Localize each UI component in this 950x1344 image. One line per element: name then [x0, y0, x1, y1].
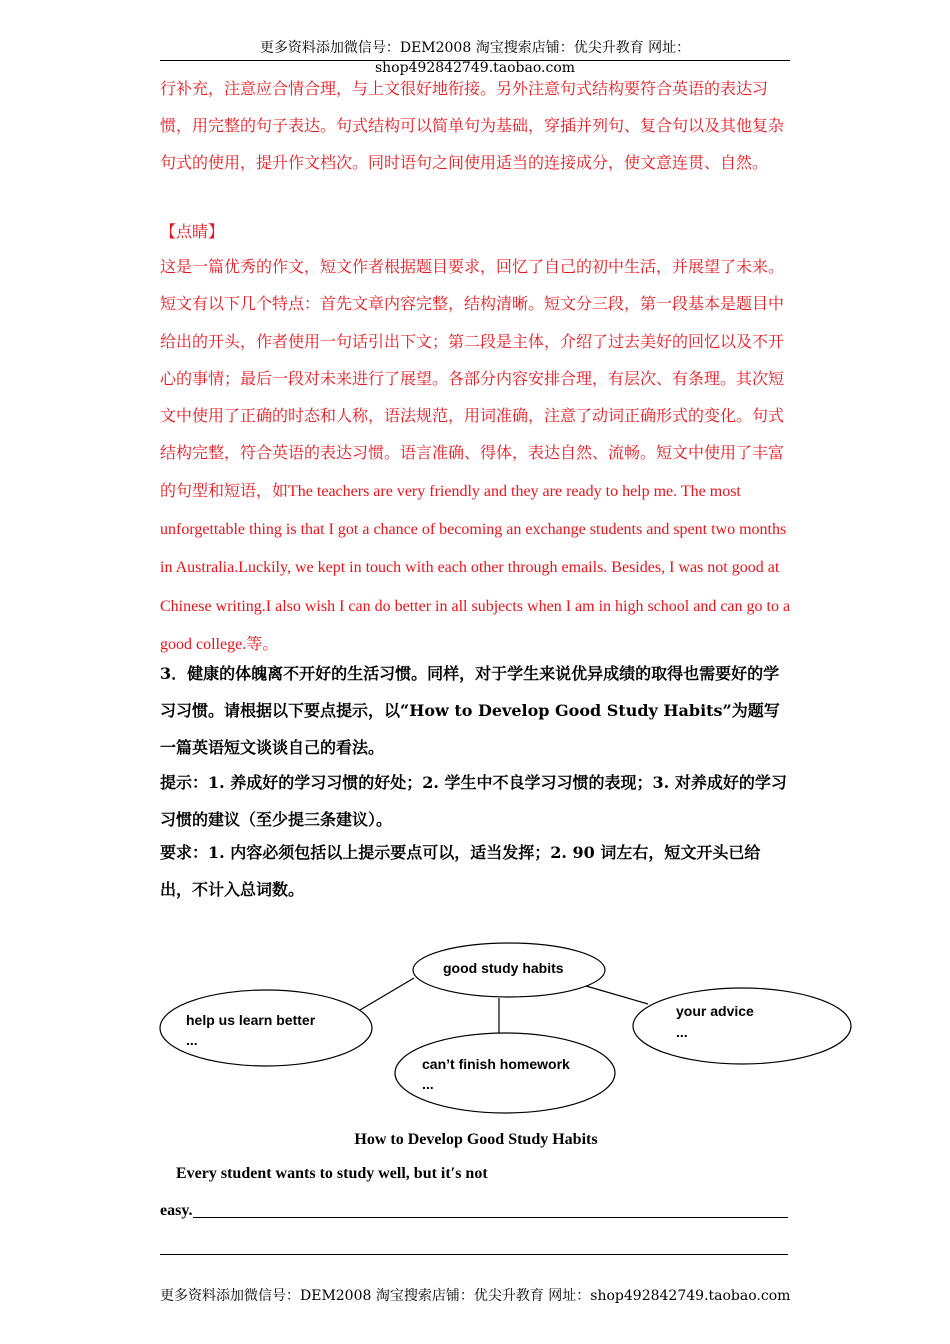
connector-left: [360, 978, 414, 1010]
left-node-ellipsis: ...: [186, 1032, 198, 1048]
essay-start: Every student wants to study well, but it′s not: [176, 1165, 488, 1182]
center-node-label: good study habits: [443, 960, 564, 976]
left-node-label: help us learn better: [186, 1012, 316, 1028]
bottom-node: [395, 1033, 615, 1113]
bottom-node-label: can’t finish homework: [422, 1056, 570, 1072]
left-node: [160, 990, 372, 1066]
page-header: 更多资料添加微信号：DEM2008 淘宝搜索店铺：优尖升教育 网址：shop492842749.taobao.com: [160, 38, 790, 61]
analysis-examples: The teachers are very friendly and they are ready to help me. The most unforgettable thing is that I got a chance of becoming an exchange students and spent two months in Australia.Luckily, we kept in touch with each other through emails. Besides, I was not good at Chinese writing.I also wish I can do better in all subjects when I am in high school and can go to a good college.: [160, 482, 791, 653]
essay-easy: easy.: [160, 1202, 193, 1219]
question-prompt: 3．健康的体魄离不开好的生活习惯。同样，对于学生来说优异成绩的取得也需要好的学习习惯。请根据以下要点提示，以“How to Develop Good Study Habits”为题写一篇英语短文谈谈自己的看法。: [160, 664, 780, 757]
answer-line-2: [160, 1254, 788, 1255]
connector-right: [586, 986, 648, 1004]
analysis-intro: 行补充，注意应合情合理，与上文很好地衔接。另外注意句式结构要符合英语的表达习惯，用完整的句子表达。句式结构可以简单句为基础，穿插并列句、复合句以及其他复杂句式的使用，提升作文档次。同时语句之间使用适当的连接成分，使文意连贯、自然。: [160, 79, 785, 172]
analysis-ending: 等。: [246, 633, 279, 653]
right-node-label: your advice: [676, 1003, 754, 1019]
right-node-ellipsis: ...: [676, 1024, 688, 1040]
analysis-tag: 【点睛】: [160, 222, 225, 241]
essay-title: How to Develop Good Study Habits: [354, 1131, 598, 1148]
analysis-body-text: 这是一篇优秀的作文，短文作者根据题目要求，回忆了自己的初中生活，并展望了未来。短文有以下几个特点：首先文章内容完整，结构清晰。短文分三段，第一段基本是题目中给出的开头，作者使用一句话引出下文；第二段是主体，介绍了过去美好的回忆以及不开心的事情；最后一段对未来进行了展望。各部分内容安排合理，有层次、有条理。其次短文中使用了正确的时态和人称，语法规范，用词准确，注意了动词正确形式的变化。句式结构完整，符合英语的表达习惯。语言准确、得体，表达自然、流畅。短文中使用了丰富的句型和短语，如: [160, 257, 785, 500]
question-hints: 提示：1. 养成好的学习习惯的好处；2. 学生中不良学习习惯的表现；3. 对养成好的学习习惯的建议（至少提三条建议）。: [160, 773, 787, 829]
answer-line-1: [193, 1217, 788, 1218]
page-footer: 更多资料添加微信号：DEM2008 淘宝搜索店铺：优尖升教育 网址：shop492842749.taobao.com: [160, 1288, 791, 1304]
right-node: [633, 988, 851, 1064]
bottom-node-ellipsis: ...: [422, 1076, 434, 1092]
question-requirements: 要求：1. 内容必须包括以上提示要点可以，适当发挥；2. 90 词左右，短文开头已给出，不计入总词数。: [160, 843, 761, 899]
